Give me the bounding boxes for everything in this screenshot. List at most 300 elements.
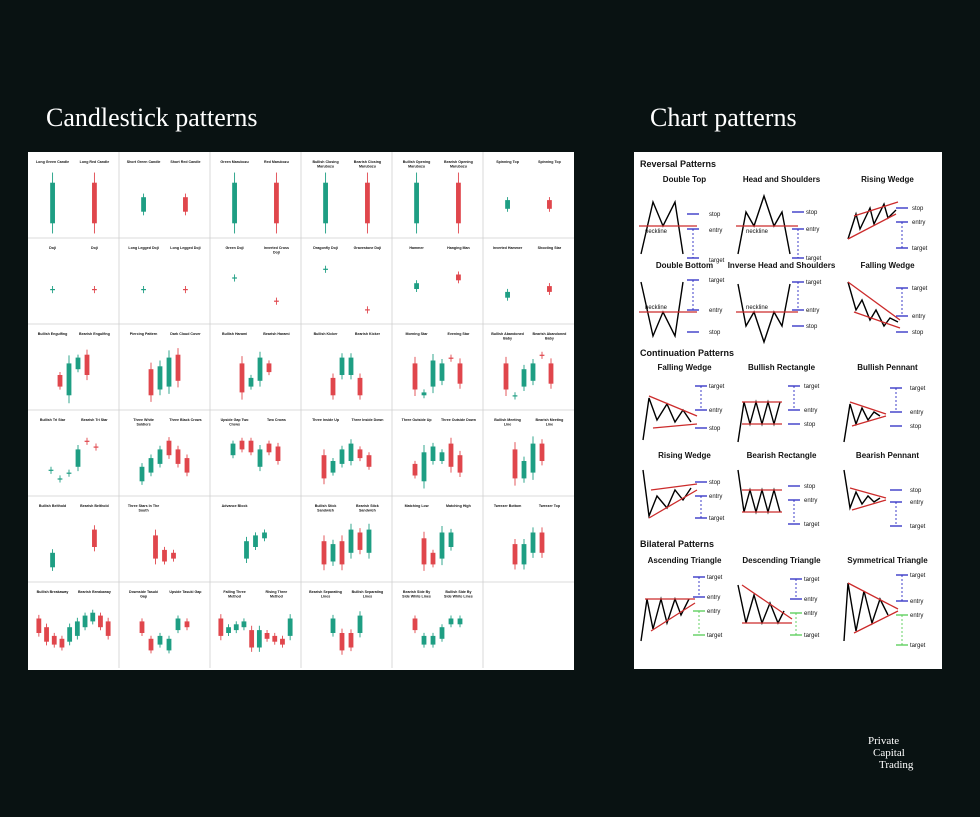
candle-body xyxy=(218,619,223,636)
pattern-annotation: stop xyxy=(709,330,721,336)
candle-body xyxy=(431,447,436,462)
pattern-annotation: stop xyxy=(806,210,818,216)
pattern-label-line: Bullish Separating xyxy=(351,590,384,594)
pattern-label-line: Side White Lines xyxy=(444,594,473,599)
candle-body xyxy=(244,541,249,558)
pattern-cell xyxy=(221,418,286,471)
candle-body xyxy=(98,616,103,628)
candle-body xyxy=(422,452,427,481)
candle-body xyxy=(431,553,436,565)
pattern-label-line: Long Legged Doji xyxy=(170,246,201,250)
price-path xyxy=(848,204,896,239)
pattern-annotation: target xyxy=(912,246,928,252)
pattern-cell xyxy=(494,504,561,569)
candle-body xyxy=(141,289,146,290)
pattern-label-line: Hanging Man xyxy=(447,246,470,250)
pattern-label xyxy=(533,332,567,341)
candle-body xyxy=(422,538,427,564)
pattern-label-line: Sandwich xyxy=(317,508,334,513)
pattern-annotation: stop xyxy=(806,324,818,330)
pattern-annotation: target xyxy=(910,643,926,649)
price-path xyxy=(641,202,683,254)
pattern-label xyxy=(78,590,111,594)
pattern-label xyxy=(49,246,56,250)
candle-body xyxy=(349,358,354,375)
pattern-label-line: Sandwich xyxy=(359,508,376,513)
candle-body xyxy=(176,449,181,464)
candle-body xyxy=(331,619,336,634)
candle-body xyxy=(58,478,63,479)
pattern-label-line: Bearish Abandoned xyxy=(532,332,567,336)
pattern-label-line: Bullish Opening xyxy=(402,160,431,164)
pattern-title: Bullish Rectangle xyxy=(747,363,816,372)
pattern-label xyxy=(403,160,431,169)
pattern-cell xyxy=(312,418,383,484)
pattern-label xyxy=(538,246,562,250)
candle-body xyxy=(340,449,345,464)
pattern-annotation: target xyxy=(707,575,723,581)
pattern-label-line: Bearish Breakaway xyxy=(77,590,111,594)
pattern-label xyxy=(444,590,473,599)
pattern-label-line: Marubozu xyxy=(358,164,376,169)
candle-body xyxy=(440,627,445,639)
pattern-annotation: entry xyxy=(806,227,820,233)
pattern-line xyxy=(850,402,886,414)
candle-body xyxy=(549,363,554,383)
pattern-label-line: Bullish Harami xyxy=(221,332,248,336)
pattern-label-line: Long Red Candle xyxy=(79,160,110,164)
pattern-label-line: Three Outside Down xyxy=(440,418,476,422)
pattern-label xyxy=(37,590,69,594)
pattern-annotation: entry xyxy=(709,308,723,314)
candle-body xyxy=(414,183,419,224)
pattern-annotation: entry xyxy=(707,609,721,615)
candle-body xyxy=(92,289,97,290)
price-path xyxy=(738,284,790,342)
pattern-label-line: Bullish Abandoned xyxy=(491,332,524,336)
pattern-label xyxy=(496,160,519,164)
pattern-cell xyxy=(133,418,201,485)
candle-body xyxy=(176,355,181,381)
pattern-annotation: target xyxy=(806,280,822,286)
candle-body xyxy=(449,358,454,359)
price-path xyxy=(738,196,790,254)
pattern-cell xyxy=(314,332,381,400)
candle-body xyxy=(540,444,545,461)
pattern-label-line: Line xyxy=(545,422,554,427)
candle-body xyxy=(158,636,163,645)
pattern-label-line: Three Inside Down xyxy=(351,418,384,422)
candle-body xyxy=(540,533,545,553)
candle-body xyxy=(422,636,427,645)
pattern-cell xyxy=(49,246,98,293)
candle-body xyxy=(272,636,277,642)
pattern-annotation: stop xyxy=(910,424,922,430)
pattern-label-line: Baby xyxy=(503,336,512,341)
pattern-title: Double Top xyxy=(662,175,707,184)
pattern-cell xyxy=(402,418,476,489)
pattern-annotation: target xyxy=(707,633,723,639)
pattern-label-line: Three Stars In The xyxy=(127,504,160,508)
candle-body xyxy=(349,530,354,553)
pattern-label-line: Falling Three xyxy=(223,590,246,594)
pattern-cell xyxy=(39,504,109,571)
price-path xyxy=(738,470,780,512)
pattern-cell xyxy=(218,590,292,652)
pattern-label-line: Bullish Closing xyxy=(312,160,339,164)
candle-body xyxy=(249,378,254,387)
candle-body xyxy=(274,183,279,224)
candle-body xyxy=(36,619,41,634)
pattern-annotation: entry xyxy=(804,408,818,414)
candle-body xyxy=(58,375,63,387)
pattern-annotation: stop xyxy=(804,422,816,428)
pattern-label-line: Green Marubozu xyxy=(220,160,249,164)
candlestick-heading: Candlestick patterns xyxy=(46,103,258,132)
pattern-label-line: Spinning Top xyxy=(538,160,561,164)
pattern-label-line: Dark Cloud Cover xyxy=(170,332,201,336)
chart-pattern xyxy=(738,556,821,639)
candle-body xyxy=(505,200,510,209)
pattern-label xyxy=(91,246,98,250)
chart-pattern xyxy=(848,175,928,252)
pattern-cell xyxy=(36,160,109,233)
candle-body xyxy=(365,183,370,224)
pattern-cell xyxy=(402,590,473,648)
pattern-annotation: entry xyxy=(804,597,818,603)
candle-body xyxy=(274,301,279,302)
pattern-cell xyxy=(38,332,110,403)
pattern-label-line: Long Green Candle xyxy=(35,160,70,164)
candle-body xyxy=(367,530,372,553)
pattern-title: Bearish Rectangle xyxy=(746,451,817,460)
candle-body xyxy=(531,533,536,553)
pattern-label-line: Bearish Stick xyxy=(356,504,379,508)
candle-body xyxy=(322,455,327,478)
pattern-annotation: entry xyxy=(709,408,723,414)
candle-body xyxy=(531,363,536,380)
pattern-cell xyxy=(405,504,471,571)
pattern-label-line: Dragonfly Doji xyxy=(313,246,338,250)
candle-body xyxy=(358,449,363,458)
pattern-title: Double Bottom xyxy=(655,261,714,270)
candle-body xyxy=(365,309,370,310)
candle-body xyxy=(257,630,262,647)
pattern-label-line: Bullish Tri Star xyxy=(39,418,66,422)
pattern-label-line: Green Doji xyxy=(225,246,244,250)
pattern-label-line: Bearish Belthold xyxy=(80,504,109,508)
pattern-label-line: Gravestone Doji xyxy=(353,246,382,250)
pattern-label xyxy=(491,332,524,341)
candle-body xyxy=(422,392,427,395)
pattern-line xyxy=(852,500,886,510)
pattern-label xyxy=(354,246,382,250)
candle-body xyxy=(349,633,354,648)
candle-body xyxy=(340,358,345,375)
candle-body xyxy=(276,447,281,462)
chart-pattern xyxy=(728,261,836,342)
pattern-label-line: Matching Low xyxy=(404,504,429,508)
pattern-line xyxy=(649,396,697,416)
pattern-label xyxy=(352,590,384,599)
candle-body xyxy=(253,535,258,547)
candle-body xyxy=(67,627,72,642)
candle-body xyxy=(323,183,328,224)
candle-body xyxy=(49,470,54,471)
candle-body xyxy=(449,619,454,625)
pattern-label xyxy=(40,418,66,422)
pattern-label-line: Bullish Meeting xyxy=(494,418,521,422)
price-path xyxy=(643,470,691,516)
candle-body xyxy=(167,639,172,651)
pattern-annotation: entry xyxy=(912,220,926,226)
pattern-label-line: Bullish Engulfing xyxy=(37,332,68,336)
candle-body xyxy=(349,444,354,461)
candle-body xyxy=(440,363,445,380)
pattern-annotation: stop xyxy=(804,484,816,490)
pattern-label-line: Lines xyxy=(362,594,373,599)
candle-body xyxy=(249,630,254,647)
candle-body xyxy=(176,619,181,631)
pattern-annotation: neckline xyxy=(645,305,668,311)
pattern-label xyxy=(402,590,431,599)
candle-body xyxy=(185,458,190,473)
candle-body xyxy=(547,200,552,209)
candle-body xyxy=(52,636,57,645)
pattern-label-line: Marubozu xyxy=(317,164,335,169)
pattern-label xyxy=(312,418,340,422)
candle-body xyxy=(94,447,99,448)
pattern-annotation: target xyxy=(910,573,926,579)
pattern-label xyxy=(266,590,288,599)
pattern-label-line: Upside Tasuki Gap xyxy=(169,590,202,594)
pattern-annotation: entry xyxy=(709,228,723,234)
candle-body xyxy=(258,449,263,466)
candle-body xyxy=(185,621,190,627)
pattern-label-line: Two Crows xyxy=(266,418,286,422)
candle-body xyxy=(280,639,285,645)
pattern-label-line: Bearish Opening xyxy=(444,160,473,164)
pattern-label-line: Inverted Hammer xyxy=(492,246,523,250)
candle-body xyxy=(232,183,237,224)
candle-body xyxy=(522,369,527,386)
pattern-cell xyxy=(494,418,563,486)
pattern-cell xyxy=(220,160,288,233)
candle-body xyxy=(449,444,454,467)
chart-pattern xyxy=(738,451,820,528)
pattern-label xyxy=(128,246,158,250)
pattern-title: Inverse Head and Shoulders xyxy=(727,261,836,270)
pattern-label xyxy=(494,504,522,508)
pattern-label-line: Doji xyxy=(49,246,56,250)
pattern-label xyxy=(356,504,379,513)
brand-line-3: Trading xyxy=(879,759,914,771)
price-path xyxy=(844,470,880,508)
pattern-label xyxy=(170,332,201,336)
chart-pattern xyxy=(639,261,725,336)
section-title: Reversal Patterns xyxy=(640,159,717,169)
pattern-label xyxy=(223,590,245,599)
pattern-label-line: Hammer xyxy=(409,246,424,250)
pattern-label-line: Bearish Side By xyxy=(402,590,431,594)
pattern-line xyxy=(742,585,792,619)
chart-patterns-grid xyxy=(634,152,942,669)
candle-body xyxy=(90,613,95,622)
pattern-annotation: target xyxy=(709,258,725,264)
pattern-annotation: entry xyxy=(912,314,926,320)
pattern-label xyxy=(493,246,523,250)
chart-patterns-panel xyxy=(634,152,942,669)
pattern-title: Symmetrical Triangle xyxy=(847,556,928,565)
pattern-title: Bullish Pennant xyxy=(857,363,918,372)
pattern-label xyxy=(354,160,381,169)
pattern-annotation: target xyxy=(709,516,725,522)
pattern-label-line: Doji xyxy=(273,250,280,255)
candle-body xyxy=(183,197,188,212)
candle-body xyxy=(234,624,239,630)
pattern-label xyxy=(127,160,161,164)
pattern-label-line: Side White Lines xyxy=(402,594,431,599)
candle-body xyxy=(331,378,336,395)
pattern-label xyxy=(405,504,429,508)
candle-body xyxy=(44,627,49,642)
pattern-label-line: Marubozu xyxy=(408,164,426,169)
pattern-label-line: Marubozu xyxy=(449,164,467,169)
pattern-label-line: Bullish Kicker xyxy=(313,332,338,336)
candle-body xyxy=(413,619,418,631)
pattern-title: Bearish Pennant xyxy=(855,451,920,460)
pattern-label xyxy=(130,332,158,336)
candle-body xyxy=(431,361,436,387)
candle-body xyxy=(522,461,527,478)
pattern-title: Rising Wedge xyxy=(861,175,914,184)
candle-body xyxy=(358,378,363,395)
pattern-label xyxy=(170,246,200,250)
candle-body xyxy=(171,553,176,559)
pattern-cell xyxy=(222,332,290,400)
candle-body xyxy=(267,363,272,372)
pattern-label xyxy=(222,332,247,336)
candle-body xyxy=(85,441,90,442)
candle-body xyxy=(340,541,345,564)
candle-body xyxy=(50,553,55,568)
candle-body xyxy=(431,636,436,645)
pattern-label xyxy=(539,504,561,508)
pattern-label-line: Bullish Side By xyxy=(445,590,472,594)
candle-body xyxy=(226,627,231,633)
pattern-label-line: Downside Tasuki xyxy=(129,590,159,594)
chart-pattern xyxy=(641,556,723,641)
candle-body xyxy=(240,363,245,392)
pattern-label xyxy=(314,332,339,336)
pattern-cell xyxy=(491,332,566,399)
pattern-label-line: Short Red Candle xyxy=(170,160,201,164)
pattern-label xyxy=(133,418,154,427)
candle-body xyxy=(140,467,145,482)
candle-body xyxy=(414,283,419,289)
pattern-label xyxy=(128,504,159,513)
pattern-cell xyxy=(405,332,470,398)
candle-body xyxy=(267,444,272,453)
candle-body xyxy=(240,441,245,450)
candle-body xyxy=(167,358,172,387)
candle-body xyxy=(141,197,146,212)
pattern-label-line: Bearish Harami xyxy=(263,332,290,336)
section-title: Continuation Patterns xyxy=(640,348,734,358)
pattern-cell xyxy=(496,160,561,212)
pattern-cell xyxy=(315,504,379,570)
pattern-cell xyxy=(129,590,202,653)
pattern-label-line: Long Legged Doji xyxy=(128,246,159,250)
candle-body xyxy=(258,358,263,381)
candle-body xyxy=(162,550,167,562)
pattern-label xyxy=(264,160,289,164)
pattern-label xyxy=(536,418,564,427)
pattern-label xyxy=(79,332,110,336)
pattern-label xyxy=(129,590,158,599)
pattern-label-line: Tweezer Bottom xyxy=(493,504,522,508)
candle-body xyxy=(449,533,454,548)
pattern-label-line: Advance Block xyxy=(221,504,248,508)
candle-body xyxy=(265,633,270,639)
pattern-label-line: Bearish Kicker xyxy=(354,332,381,336)
pattern-label-line: Crows xyxy=(229,422,241,427)
pattern-label-line: Baby xyxy=(545,336,554,341)
pattern-line xyxy=(854,611,898,633)
pattern-label-line: Red Marubozu xyxy=(264,160,289,164)
pattern-label-line: Bearish Closing xyxy=(353,160,382,164)
candle-body xyxy=(76,358,81,370)
candle-body xyxy=(358,616,363,633)
candle-body xyxy=(158,366,163,389)
candle-body xyxy=(60,639,65,648)
candle-body xyxy=(522,544,527,564)
candle-body xyxy=(413,464,418,476)
candle-body xyxy=(547,286,552,292)
pattern-label-line: Method xyxy=(228,594,241,599)
candle-body xyxy=(242,621,247,627)
candle-body xyxy=(50,183,55,224)
chart-pattern xyxy=(844,451,926,530)
candle-body xyxy=(167,441,172,456)
pattern-annotation: target xyxy=(910,524,926,530)
pattern-label-line: Bullish Breakaway xyxy=(36,590,69,594)
pattern-label-line: Spinning Top xyxy=(496,160,519,164)
pattern-annotation: stop xyxy=(709,426,721,432)
pattern-label xyxy=(222,504,248,508)
candle-body xyxy=(513,544,518,564)
candle-body xyxy=(323,269,328,270)
pattern-label xyxy=(38,332,68,336)
pattern-line xyxy=(653,424,697,428)
pattern-label-line: Tweezer Top xyxy=(538,504,561,508)
pattern-cell xyxy=(128,246,200,293)
chart-pattern xyxy=(736,175,822,262)
candle-body xyxy=(540,355,545,356)
candle-body xyxy=(106,621,111,636)
pattern-label-line: Bullish Stick xyxy=(314,504,337,508)
pattern-line xyxy=(848,583,898,609)
candle-body xyxy=(140,621,145,633)
pattern-cell xyxy=(36,590,110,651)
pattern-label-line: Morning Star xyxy=(405,332,428,336)
pattern-label-line: Matching High xyxy=(446,504,471,508)
candle-body xyxy=(76,449,81,466)
candle-body xyxy=(149,458,154,473)
pattern-annotation: entry xyxy=(806,308,820,314)
candle-body xyxy=(331,461,336,473)
candle-body xyxy=(249,441,254,453)
